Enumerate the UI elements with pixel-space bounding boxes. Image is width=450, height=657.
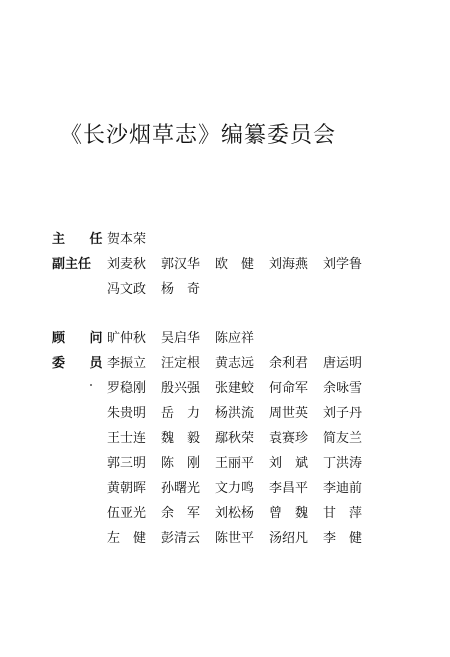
deputy-director-name: 刘海燕: [269, 257, 309, 272]
member-name: 唐运明: [323, 356, 363, 371]
member-name: 黄朝晖: [107, 481, 147, 496]
director-label: 主 任: [52, 232, 113, 247]
deputy-director-name: 欧 健: [215, 257, 255, 272]
member-name: 何命军: [269, 381, 309, 396]
member-name: 黄志远: [215, 356, 255, 371]
director-names: [107, 228, 161, 248]
member-name: 李 健: [323, 531, 363, 546]
advisor-name: 旷仲秋: [107, 331, 147, 346]
advisor-name: 陈应祥: [215, 331, 255, 346]
member-name: 简友兰: [323, 431, 363, 446]
member-name: 岳 力: [161, 406, 201, 421]
member-name: 余咏雪: [323, 381, 363, 396]
deputy-director-name: 冯文政: [107, 282, 147, 297]
deputy-director-name: 刘学鲁: [323, 257, 363, 272]
member-name: 汤绍凡: [269, 531, 309, 546]
deputy-director-name: 刘麦秋: [107, 257, 147, 272]
members-row-5: [107, 452, 377, 472]
member-name: 刘 斌: [269, 456, 309, 471]
advisors-label: 顾 问: [52, 331, 113, 346]
member-name: 魏 毅: [161, 431, 201, 446]
member-name: 孙曙光: [161, 481, 201, 496]
member-name: 周世英: [269, 406, 309, 421]
member-name: 刘松杨: [215, 506, 255, 521]
members-row-3: [107, 402, 377, 422]
advisor-name: 吴启华: [161, 331, 201, 346]
deputy-directors-label: 副主任: [52, 257, 92, 272]
advisors-names: [107, 327, 269, 347]
page-title: 《长沙烟草志》编纂委员会: [60, 123, 337, 148]
member-name: 甘 萍: [323, 506, 363, 521]
deputy-directors-row-2: [107, 278, 215, 298]
member-name: 文力鸣: [215, 481, 255, 496]
members-row-8: [107, 527, 377, 547]
deputy-director-name: 郭汉华: [161, 257, 201, 272]
member-name: 左 健: [107, 531, 147, 546]
members-row-1: [107, 352, 377, 372]
member-name: 罗稳刚: [107, 381, 147, 396]
member-name: 刘子丹: [323, 406, 363, 421]
members-row-6: [107, 477, 377, 497]
member-name: 余 军: [161, 506, 201, 521]
member-name: 杨洪流: [215, 406, 255, 421]
director-name: 贺本荣: [107, 232, 147, 247]
member-name: 伍亚光: [107, 506, 147, 521]
member-name: 李振立: [107, 356, 147, 371]
member-name: 彭清云: [161, 531, 201, 546]
member-name: 曾 魏: [269, 506, 309, 521]
member-name: 王丽平: [215, 456, 255, 471]
member-name: 袁赛珍: [269, 431, 309, 446]
member-name: 朱贵明: [107, 406, 147, 421]
deputy-director-name: 杨 奇: [161, 282, 201, 297]
member-name: 殷兴强: [161, 381, 201, 396]
stray-mark: [90, 384, 92, 386]
member-name: 李昌平: [269, 481, 309, 496]
member-name: 汪定根: [161, 356, 201, 371]
member-name: 余利君: [269, 356, 309, 371]
member-name: 王士连: [107, 431, 147, 446]
member-name: 陈世平: [215, 531, 255, 546]
members-row-7: [107, 502, 377, 522]
members-row-4: [107, 427, 377, 447]
member-name: 李迪前: [323, 481, 363, 496]
member-name: 郭三明: [107, 456, 147, 471]
member-name: 陈 刚: [161, 456, 201, 471]
deputy-directors-row-1: [107, 253, 377, 273]
members-row-2: [107, 377, 377, 397]
member-name: 张建蛟: [215, 381, 255, 396]
member-name: 丁洪涛: [323, 456, 363, 471]
member-name: 鄢秋荣: [215, 431, 255, 446]
members-label: 委 员: [52, 356, 113, 371]
